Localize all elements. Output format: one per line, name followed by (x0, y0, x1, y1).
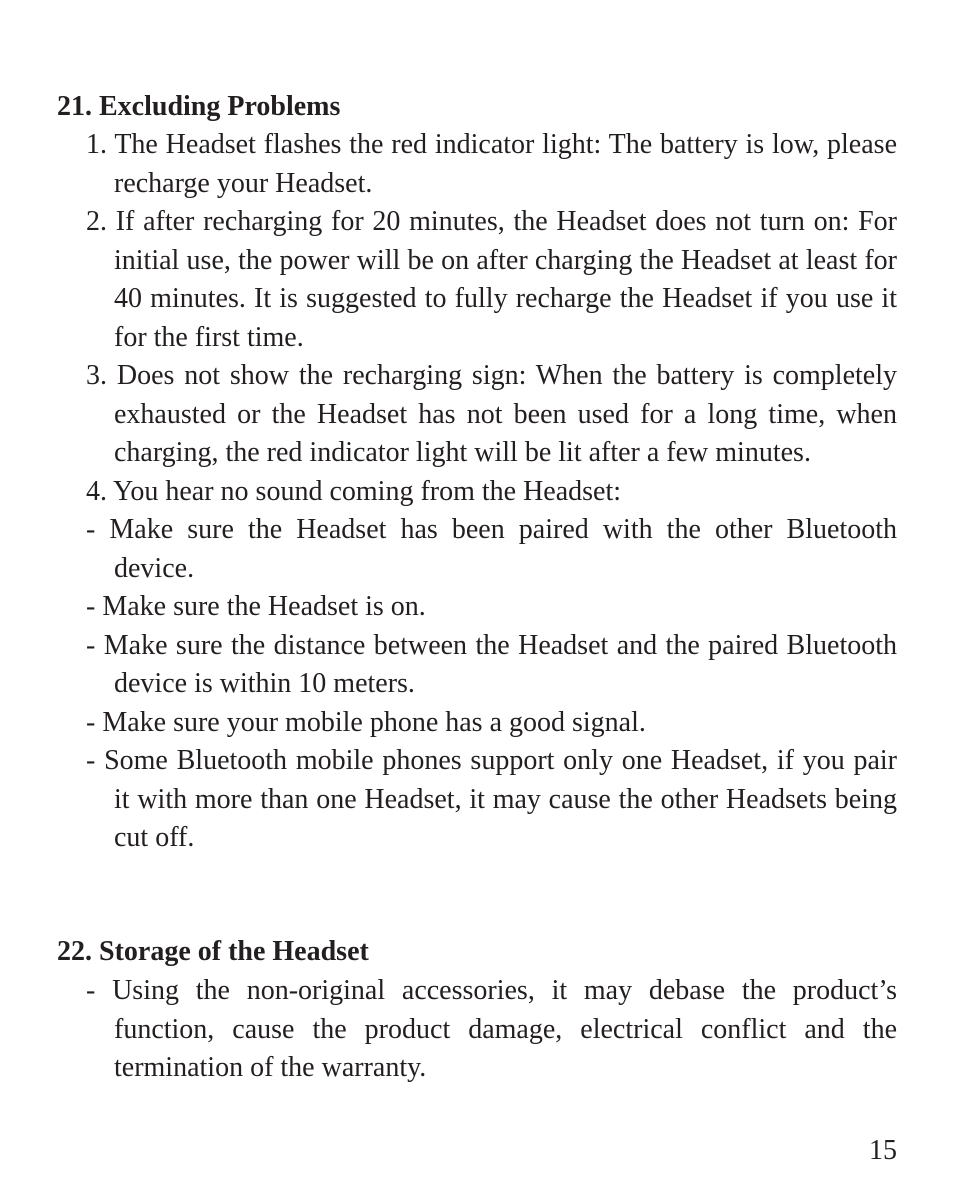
list-item: - Make sure the Headset has been paired with the other Bluetooth device. (86, 514, 897, 584)
storage-list (86, 972, 897, 1088)
list-item: - Make sure the distance between the Headset and the paired Bluetooth device is within 10 meters. (86, 629, 897, 699)
list-item: - Some Bluetooth mobile phones support only one Headset, if you pair it with more than one Headset, it may cause the other Headsets being cut off. (86, 745, 897, 853)
page-number: 15 (869, 1135, 897, 1166)
list-item: - Using the non-original accessories, it may debase the product’s function, cause the product damage, electrical conflict and the termination of the warranty. (86, 975, 897, 1083)
list-item: 3. Does not show the recharging sign: When the battery is completely exhausted or the Headset has not been used for a long time, when charging, the red indicator light will be lit after a few minutes. (86, 360, 897, 468)
section-heading-storage: 22. Storage of the Headset (57, 936, 369, 967)
excluding-problems-list (86, 126, 897, 858)
list-item: 1. The Headset flashes the red indicator light: The battery is low, please recharge your Headset. (86, 129, 897, 199)
list-item: 2. If after recharging for 20 minutes, the Headset does not turn on: For initial use, the power will be on after charging the Headset at least for 40 minutes. It is suggested to fully recharge the Headset if you use it for the first time. (86, 206, 897, 353)
list-item: 4. You hear no sound coming from the Headset: (86, 475, 622, 507)
list-item: - Make sure the Headset is on. (86, 591, 426, 622)
section-heading-excluding-problems: 21. Excluding Problems (57, 91, 341, 122)
list-item: - Make sure your mobile phone has a good signal. (86, 706, 646, 738)
